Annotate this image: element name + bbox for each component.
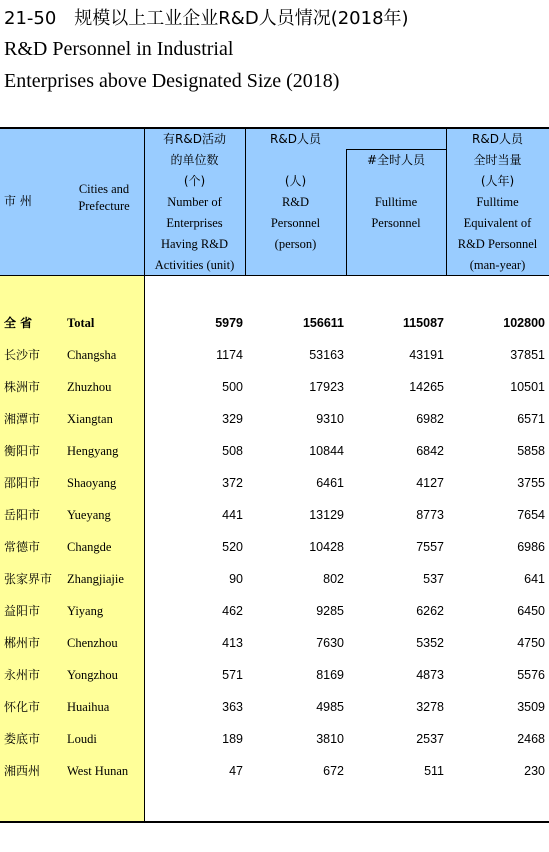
cell-enterprises: 462 bbox=[222, 604, 243, 618]
cell-fulltime-equivalent: 641 bbox=[524, 572, 545, 586]
cell-fulltime-equivalent: 6450 bbox=[517, 604, 545, 618]
cell-enterprises: 363 bbox=[222, 700, 243, 714]
city-name-en: Hengyang bbox=[67, 444, 119, 458]
city-name-en: Changsha bbox=[67, 348, 117, 362]
cell-fulltime-equivalent: 3755 bbox=[517, 476, 545, 490]
cell-fulltime-personnel: 115087 bbox=[402, 316, 444, 330]
header-line: Having R&D bbox=[160, 237, 228, 251]
table-row bbox=[0, 531, 549, 563]
table-row bbox=[0, 627, 549, 659]
cell-fulltime-personnel: 5352 bbox=[416, 636, 444, 650]
city-name-cn: 益阳市 bbox=[4, 604, 41, 618]
city-name-en: Zhuzhou bbox=[67, 380, 112, 394]
cell-enterprises: 90 bbox=[229, 572, 243, 586]
header-line: (person) bbox=[274, 237, 317, 251]
city-name-cn: 岳阳市 bbox=[4, 508, 41, 522]
cell-rd-personnel: 7630 bbox=[316, 636, 344, 650]
table-row bbox=[0, 691, 549, 723]
table-row bbox=[0, 595, 549, 627]
city-name-cn: 全 省 bbox=[4, 316, 33, 330]
cell-rd-personnel: 4985 bbox=[316, 700, 344, 714]
cell-rd-personnel: 13129 bbox=[309, 508, 344, 522]
city-name-en: Zhangjiajie bbox=[67, 572, 124, 586]
table-title-cn: 21-50 规模以上工业企业R&D人员情况(2018年) bbox=[4, 8, 409, 29]
header-line: R&D bbox=[281, 195, 310, 209]
header-line: Fulltime bbox=[374, 195, 418, 209]
cell-rd-personnel: 802 bbox=[323, 572, 344, 586]
cell-fulltime-equivalent: 5858 bbox=[517, 444, 545, 458]
city-name-en: Total bbox=[67, 316, 95, 330]
cell-enterprises: 1174 bbox=[216, 348, 243, 362]
header-line: Fulltime bbox=[476, 195, 519, 209]
cell-enterprises: 47 bbox=[229, 764, 243, 778]
cell-rd-personnel: 17923 bbox=[309, 380, 344, 394]
data-table bbox=[0, 127, 549, 823]
table-row bbox=[0, 307, 549, 339]
cell-rd-personnel: 10428 bbox=[309, 540, 344, 554]
header-line: Enterprises bbox=[166, 216, 223, 230]
cell-rd-personnel: 672 bbox=[323, 764, 344, 778]
city-name-en: Yueyang bbox=[67, 508, 111, 522]
cell-fulltime-personnel: 7557 bbox=[416, 540, 444, 554]
table-row bbox=[0, 435, 549, 467]
cell-rd-personnel: 10844 bbox=[309, 444, 344, 458]
header-line: Activities (unit) bbox=[154, 258, 235, 272]
city-name-en: Loudi bbox=[67, 732, 97, 746]
cell-fulltime-equivalent: 4750 bbox=[517, 636, 545, 650]
cell-fulltime-equivalent: 3509 bbox=[517, 700, 545, 714]
cell-enterprises: 571 bbox=[222, 668, 243, 682]
cell-enterprises: 520 bbox=[222, 540, 243, 554]
city-name-cn: 邵阳市 bbox=[4, 476, 41, 490]
table-row bbox=[0, 467, 549, 499]
cell-rd-personnel: 156611 bbox=[302, 316, 344, 330]
header-rd-personnel-top: R&D人员 bbox=[270, 132, 321, 146]
cell-enterprises: 508 bbox=[222, 444, 243, 458]
cell-rd-personnel: 9310 bbox=[316, 412, 344, 426]
cell-fulltime-personnel: 511 bbox=[424, 764, 444, 778]
cell-fulltime-equivalent: 6571 bbox=[517, 412, 545, 426]
city-name-cn: 衡阳市 bbox=[4, 444, 41, 458]
city-name-cn: 湘西州 bbox=[4, 764, 41, 778]
header-line: #全时人员 bbox=[366, 153, 426, 167]
city-name-cn: 张家界市 bbox=[4, 572, 53, 586]
cell-rd-personnel: 53163 bbox=[309, 348, 344, 362]
header-line: Personnel bbox=[270, 216, 321, 230]
header-line: Number of bbox=[167, 195, 222, 209]
header-line: R&D人员 bbox=[472, 132, 523, 146]
cell-fulltime-equivalent: 37851 bbox=[510, 348, 545, 362]
cell-fulltime-personnel: 6262 bbox=[416, 604, 444, 618]
cell-enterprises: 441 bbox=[222, 508, 243, 522]
cell-fulltime-personnel: 6842 bbox=[416, 444, 444, 458]
cell-fulltime-equivalent: 7654 bbox=[517, 508, 545, 522]
city-name-en: Huaihua bbox=[67, 700, 110, 714]
city-name-en: Yongzhou bbox=[67, 668, 118, 682]
table-header bbox=[0, 129, 549, 276]
header-line: 的单位数 bbox=[170, 153, 219, 167]
cell-fulltime-personnel: 4873 bbox=[416, 668, 444, 682]
cell-enterprises: 372 bbox=[222, 476, 243, 490]
header-line: 有R&D活动 bbox=[163, 132, 226, 146]
header-line: (man-year) bbox=[469, 258, 526, 272]
table-title-en-line2: Enterprises above Designated Size (2018) bbox=[4, 70, 340, 92]
cell-fulltime-personnel: 537 bbox=[423, 572, 444, 586]
header-line: (人) bbox=[284, 174, 307, 188]
cell-fulltime-equivalent: 5576 bbox=[517, 668, 545, 682]
city-name-cn: 郴州市 bbox=[4, 636, 41, 650]
city-name-en: Chenzhou bbox=[67, 636, 118, 650]
header-line: Personnel bbox=[371, 216, 421, 230]
city-name-cn: 娄底市 bbox=[4, 732, 41, 746]
table-row bbox=[0, 339, 549, 371]
cell-rd-personnel: 8169 bbox=[316, 668, 344, 682]
cell-fulltime-personnel: 2537 bbox=[416, 732, 444, 746]
table-row bbox=[0, 403, 549, 435]
cell-enterprises: 329 bbox=[222, 412, 243, 426]
table-row bbox=[0, 755, 549, 787]
cell-fulltime-equivalent: 230 bbox=[524, 764, 545, 778]
cell-fulltime-personnel: 43191 bbox=[409, 348, 444, 362]
cell-fulltime-equivalent: 10501 bbox=[510, 380, 545, 394]
cell-fulltime-personnel: 8773 bbox=[416, 508, 444, 522]
cell-fulltime-equivalent: 6986 bbox=[517, 540, 545, 554]
header-line: Equivalent of bbox=[463, 216, 532, 230]
city-name-en: Xiangtan bbox=[67, 412, 113, 426]
header-city-cn: 市 州 bbox=[4, 194, 32, 208]
cell-fulltime-personnel: 3278 bbox=[416, 700, 444, 714]
city-name-cn: 株洲市 bbox=[4, 380, 41, 394]
city-name-cn: 长沙市 bbox=[4, 348, 41, 362]
cell-enterprises: 189 bbox=[222, 732, 243, 746]
city-name-en: Yiyang bbox=[67, 604, 104, 618]
city-name-cn: 永州市 bbox=[4, 668, 41, 682]
table-row bbox=[0, 659, 549, 691]
cell-fulltime-personnel: 6982 bbox=[416, 412, 444, 426]
cell-rd-personnel: 6461 bbox=[316, 476, 344, 490]
cell-rd-personnel: 3810 bbox=[316, 732, 344, 746]
table-row bbox=[0, 563, 549, 595]
header-fulltime-personnel bbox=[346, 150, 446, 234]
header-enterprises bbox=[144, 129, 245, 276]
table-row bbox=[0, 499, 549, 531]
cell-fulltime-equivalent: 102800 bbox=[503, 316, 545, 330]
cell-fulltime-personnel: 14265 bbox=[409, 380, 444, 394]
table-row bbox=[0, 723, 549, 755]
cell-rd-personnel: 9285 bbox=[316, 604, 344, 618]
header-rd-personnel bbox=[245, 171, 346, 255]
header-city-en: Cities and Prefecture bbox=[78, 182, 130, 213]
header-fulltime-equivalent bbox=[446, 129, 549, 276]
city-name-cn: 怀化市 bbox=[4, 700, 41, 714]
cell-enterprises: 500 bbox=[222, 380, 243, 394]
header-line: (人年) bbox=[480, 174, 515, 188]
city-name-en: Changde bbox=[67, 540, 112, 554]
table-title-en-line1: R&D Personnel in Industrial bbox=[4, 38, 234, 60]
cell-enterprises: 5979 bbox=[215, 316, 243, 330]
cell-fulltime-personnel: 4127 bbox=[416, 476, 444, 490]
cell-enterprises: 413 bbox=[222, 636, 243, 650]
city-name-en: West Hunan bbox=[67, 764, 129, 778]
city-name-en: Shaoyang bbox=[67, 476, 117, 490]
cell-fulltime-equivalent: 2468 bbox=[517, 732, 545, 746]
city-name-cn: 湘潭市 bbox=[4, 412, 41, 426]
header-line: (个) bbox=[183, 174, 206, 188]
table-row bbox=[0, 371, 549, 403]
header-line: R&D Personnel bbox=[457, 237, 538, 251]
city-name-cn: 常德市 bbox=[4, 540, 41, 554]
header-line: 全时当量 bbox=[473, 153, 522, 167]
